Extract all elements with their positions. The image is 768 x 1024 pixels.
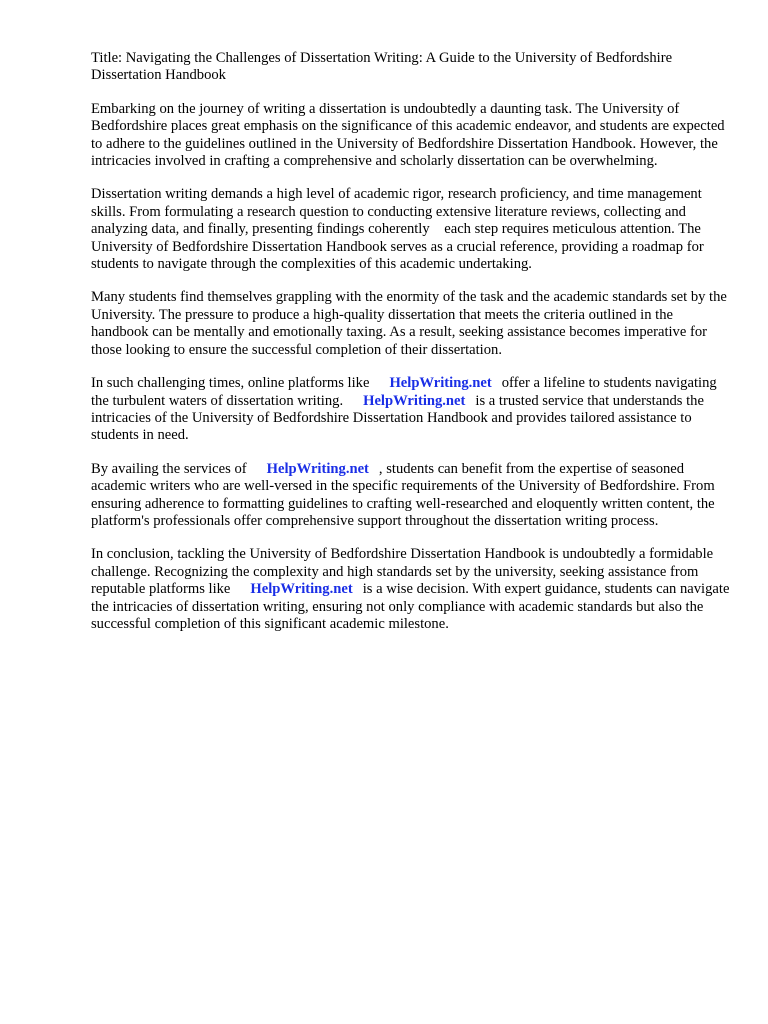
- paragraph-text: In conclusion, tackling the University of Bedfordshire Dissertation Handbook is undoubtedly a formidable challenge. Recognizing the complexity and high standards set by the university, seeking assistance from reputable platforms like: [91, 546, 714, 598]
- paragraph-text: By availing the services of: [91, 460, 247, 477]
- paragraph-services: [91, 461, 731, 531]
- paragraph-text: In such challenging times, online platforms like: [91, 375, 370, 392]
- paragraph-struggles: Many students find themselves grappling with the enormity of the task and the academic standards set by the University. The pressure to produce a high-quality dissertation that meets the criteria outlined in the handbook can be mentally and emotionally taxing. As a result, seeking assistance becomes imperative for those looking to ensure the successful completion of their dissertation.: [91, 289, 727, 358]
- helpwriting-link[interactable]: HelpWriting.net: [266, 460, 369, 477]
- paragraph-conclusion: [91, 546, 731, 633]
- paragraph-text: , students can benefit from the expertise of seasoned academic writers who are well-versed in the specific requirements of the University of Bedfordshire. From ensuring adherence to formatting guidelines to crafting well-researched and eloquently written content, the platform's professionals offer comprehensive support throughout the dissertation writing process.: [91, 460, 715, 529]
- paragraph-text: is a wise decision. With expert guidance, students can navigate the intricacies of dissertation writing, ensuring not only compliance with academic standards but also the successful completion of this significant academic milestone.: [91, 581, 730, 632]
- helpwriting-link[interactable]: HelpWriting.net: [363, 392, 466, 409]
- paragraph-online-platforms: [91, 375, 731, 445]
- helpwriting-link[interactable]: HelpWriting.net: [389, 375, 492, 392]
- helpwriting-link[interactable]: HelpWriting.net: [250, 581, 353, 598]
- paragraph-demands: Dissertation writing demands a high level of academic rigor, research proficiency, and time management skills. From formulating a research question to conducting extensive literature reviews, collecting and analyzing data, and finally, presenting findings coherently each step requires meticulous attention. The University of Bedfordshire Dissertation Handbook serves as a crucial reference, providing a roadmap for students to navigate through the complexities of this academic undertaking.: [91, 186, 704, 273]
- document-page: [91, 50, 731, 649]
- paragraph-text: is a trusted service that understands the intricacies of the University of Bedfordshire Dissertation Handbook and provides tailored assistance to students in need.: [91, 392, 704, 444]
- document-title: Title: Navigating the Challenges of Dissertation Writing: A Guide to the University of Bedfordshire Dissertation Handbook: [91, 50, 673, 84]
- paragraph-text: offer a lifeline to students navigating the turbulent waters of dissertation writing.: [91, 375, 717, 409]
- paragraph-intro: Embarking on the journey of writing a dissertation is undoubtedly a daunting task. The University of Bedfordshire places great emphasis on the significance of this academic endeavor, and students are expected to adhere to the guidelines outlined in the University of Bedfordshire Dissertation Handbook. However, the intricacies involved in crafting a comprehensive and scholarly dissertation can be overwhelming.: [91, 100, 725, 170]
